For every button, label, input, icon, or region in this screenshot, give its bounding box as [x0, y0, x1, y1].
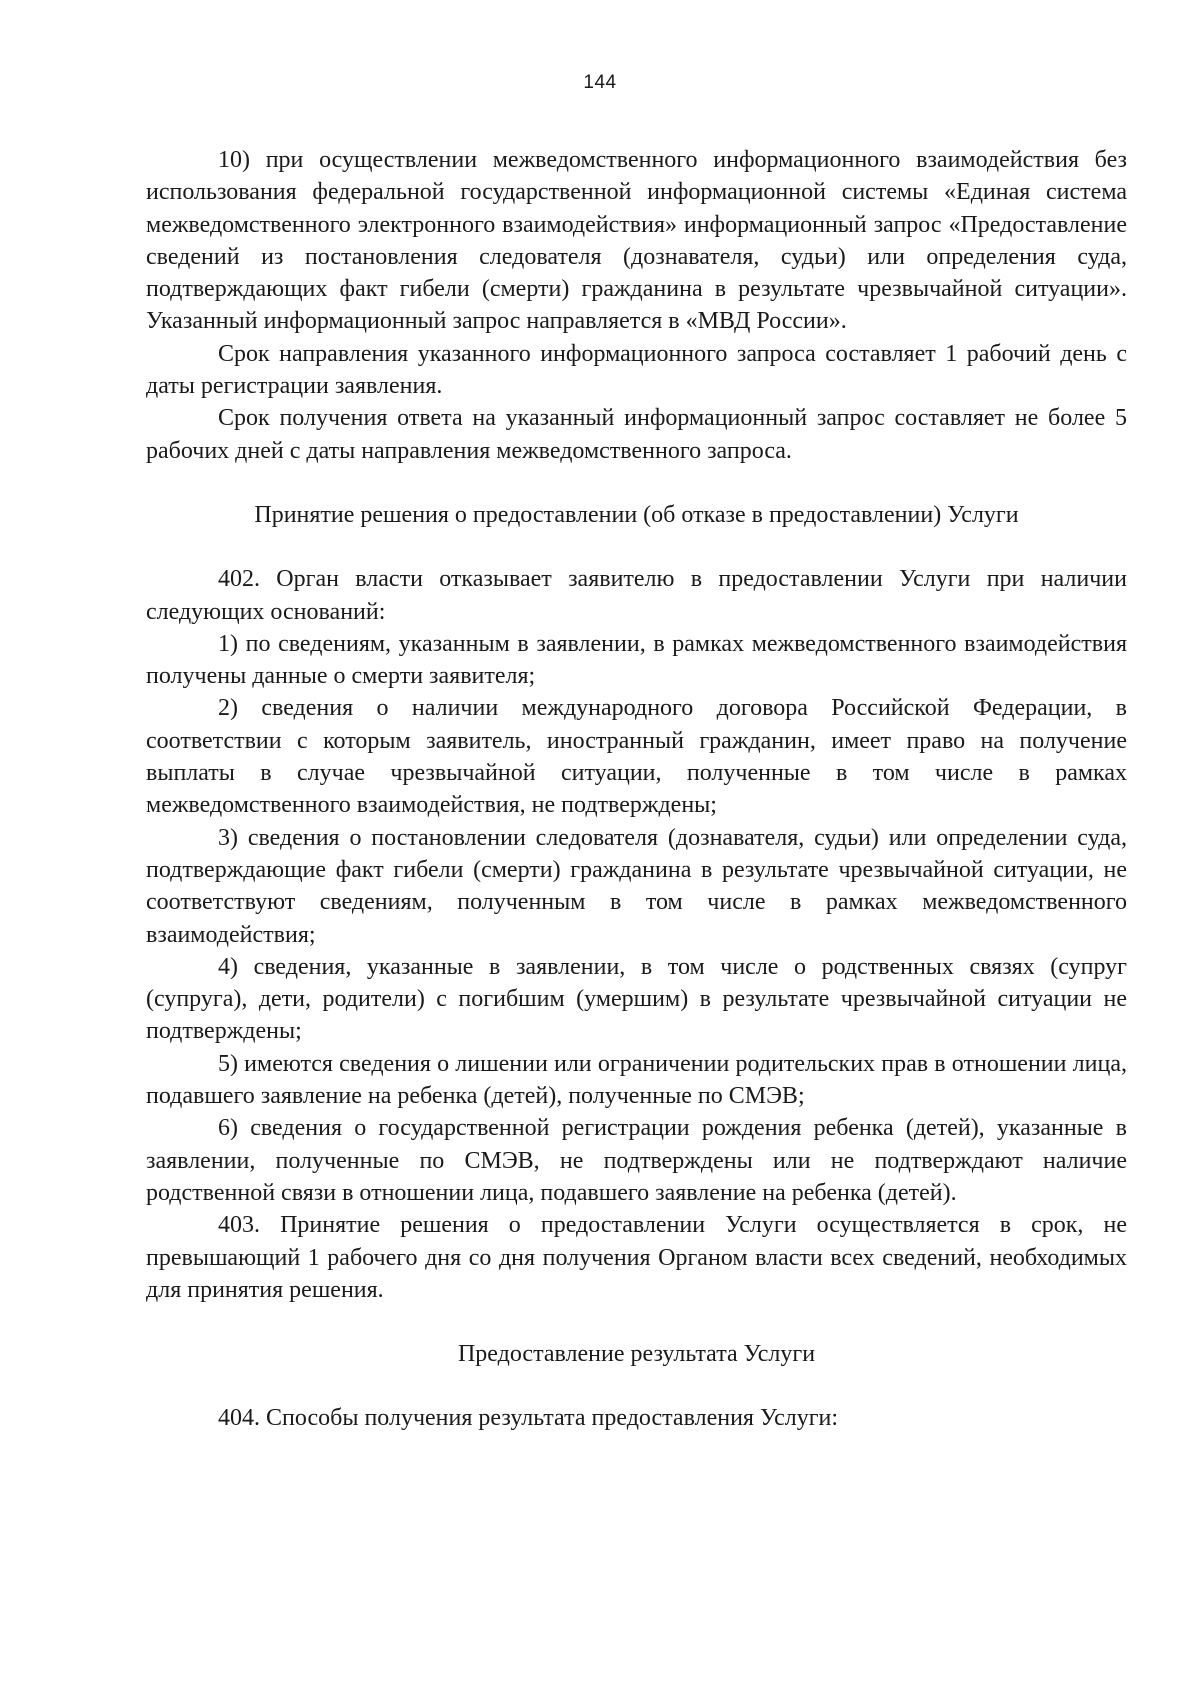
paragraph-402-item-5: 5) имеются сведения о лишении или ограничении родительских прав в отношении лица, подавшего заявление на ребенка (детей), полученные по СМЭВ; [146, 1050, 1127, 1110]
paragraph-403: 403. Принятие решения о предоставлении Услуги осуществляется в срок, не превышающий 1 рабочего дня со дня получения Органом власти всех сведений, необходимых для принятия решения. [146, 1212, 1127, 1303]
paragraph-402: 402. Орган власти отказывает заявителю в предоставлении Услуги при наличии следующих оснований: [146, 566, 1127, 625]
paragraph-request-deadline: Срок направления указанного информационного запроса составляет 1 рабочий день с даты регистрации заявления. [146, 340, 1127, 400]
section-heading-result: Предоставление результата Услуги [457, 1341, 816, 1368]
page-number: 144 [583, 72, 617, 93]
paragraph-402-item-1: 1) по сведениям, указанным в заявлении, в рамках межведомственного взаимодействия получены данные о смерти заявителя; [146, 630, 1127, 690]
page-body [146, 144, 1127, 1435]
paragraph-402-item-6: 6) сведения о государственной регистрации рождения ребенка (детей), указанные в заявлении, полученные по СМЭВ, не подтверждены или не подтверждают наличие родственной связи в отношении лица, подавшего заявление на ребенка (детей). [146, 1115, 1127, 1206]
paragraph-item-10: 10) при осуществлении межведомственного информационного взаимодействия без использования федеральной государственной информационной системы «Единая система межведомственного электронного взаимодействия» информационный запрос «Предоставление сведений из постановления следователя (дознавателя, судьи) или определения суда, подтверждающих факт гибели (смерти) гражданина в результате чрезвычайной ситуации». Указанный информационный запрос направляется в «МВД России». [146, 147, 1127, 335]
section-heading-decision: Принятие решения о предоставлении (об отказе в предоставлении) Услуги [254, 501, 1019, 528]
paragraph-402-item-2: 2) сведения о наличии международного договора Российской Федерации, в соответствии с которым заявитель, иностранный гражданин, имеет право на получение выплаты в случае чрезвычайной ситуации, полученные в том числе в рамках межведомственного взаимодействия, не подтверждены; [146, 695, 1127, 819]
paragraph-response-deadline: Срок получения ответа на указанный информационный запрос составляет не более 5 рабочих дней с даты направления межведомственного запроса. [146, 405, 1127, 464]
paragraph-404: 404. Способы получения результата предоставления Услуги: [218, 1405, 839, 1432]
paragraph-402-item-4: 4) сведения, указанные в заявлении, в том числе о родственных связях (супруг (супруга), дети, родители) с погибшим (умершим) в результате чрезвычайной ситуации не подтверждены; [146, 953, 1127, 1045]
paragraph-402-item-3: 3) сведения о постановлении следователя (дознавателя, судьи) или определении суда, подтверждающие факт гибели (смерти) гражданина в результате чрезвычайной ситуации, не соответствуют сведениям, полученным в том числе в рамках межведомственного взаимодействия; [146, 824, 1127, 948]
